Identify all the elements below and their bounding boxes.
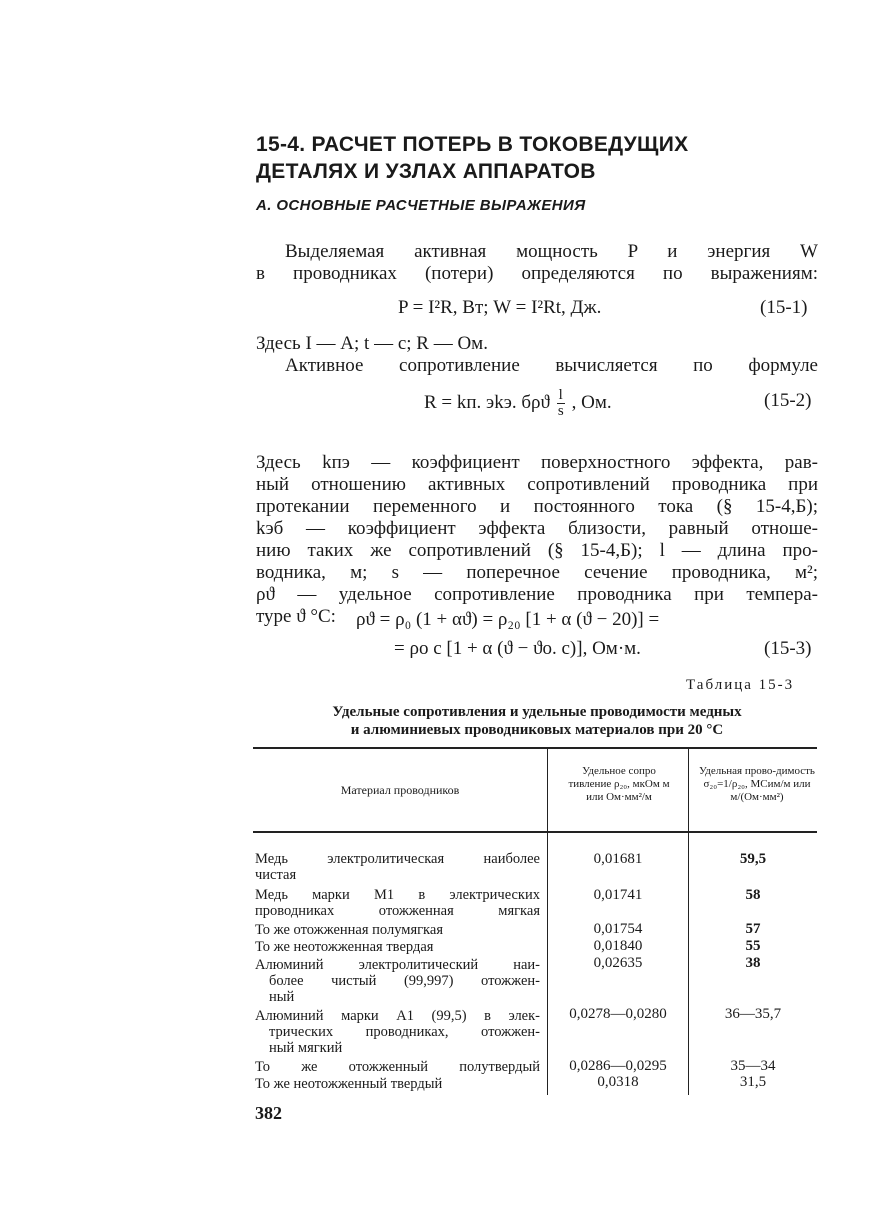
material-line: проводниках отожженная мягкая — [255, 903, 540, 919]
units-line: Здесь I — А; t — с; R — Ом. — [256, 333, 488, 354]
table-top-rule — [253, 747, 817, 749]
table-row — [255, 887, 540, 919]
table-row — [255, 1008, 540, 1056]
table-row — [255, 922, 540, 938]
rho-value: 0,02635 — [593, 955, 643, 971]
material-line: То же отожженный полутвердый — [255, 1059, 540, 1075]
header-conductivity: Удельная прово-димость σ₂₀=1/ρ₂₀, МСим/м или м/(Ом·мм²) — [699, 765, 815, 803]
material-line: То же отожженная полумягкая — [255, 922, 443, 938]
eq2-lhs: R = kп. эkэ. бρϑ — [424, 391, 550, 413]
material-line: Медь марки М1 в электрических — [255, 887, 540, 903]
table-title-line-1: Удельные сопротивления и удельные проводимости медных — [332, 704, 742, 720]
material-line: Алюминий марки А1 (99,5) в элек- — [255, 1008, 540, 1024]
section-heading — [256, 131, 816, 185]
material-line: Медь электролитическая наиболее — [255, 851, 540, 867]
equation-15-3-line1: ρϑ = ρ₀ (1 + αϑ) = ρ₂₀ [1 + α (ϑ − 20)] = — [356, 609, 660, 630]
table-title-line-2: и алюминиевых проводниковых материалов при 20 °С — [350, 722, 724, 738]
table-header-rule — [253, 831, 817, 833]
material-line: более чистый (99,997) отожжен- — [269, 973, 540, 989]
para3-line-2: ный отношению активных сопротивлений проводника при — [256, 474, 818, 495]
para3-line-5: нию таких же сопротивлений (§ 15-4,Б); l — длина про- — [256, 540, 818, 561]
sigma-value: 58 — [745, 887, 761, 903]
sigma-value: 31,5 — [739, 1074, 767, 1090]
rho-value: 0,01741 — [593, 887, 643, 903]
subheading: А. ОСНОВНЫЕ РАСЧЕТНЫЕ ВЫРАЖЕНИЯ — [256, 197, 586, 214]
para3-line-8: туре ϑ °С: — [256, 606, 336, 627]
equation-15-3-line2: = ρо с [1 + α (ϑ − ϑо. с)], Ом·м. — [394, 638, 641, 659]
eq2-unit: , Ом. — [571, 391, 612, 413]
material-line: То же неотожженная твердая — [255, 939, 434, 955]
para3-line-7: ρϑ — удельное сопротивление проводника при темпера- — [256, 584, 818, 605]
equation-15-2 — [424, 388, 612, 419]
material-line: ный — [269, 989, 295, 1005]
equation-number-15-3: (15-3) — [764, 638, 812, 659]
rho-value: 0,01681 — [593, 851, 643, 867]
header-material: Материал проводников — [340, 783, 460, 797]
para1-line2: в проводниках (потери) определяются по выражениям: — [256, 263, 818, 284]
rho-value: 0,0278—0,0280 — [569, 1006, 667, 1022]
eq2-numerator: l — [558, 387, 563, 403]
rho-value: 0,0318 — [597, 1074, 639, 1090]
sigma-value: 59,5 — [739, 851, 767, 867]
material-line: трических проводниках, отожжен- — [269, 1024, 540, 1040]
para3-line-6: водника, м; s — поперечное сечение проводника, м²; — [256, 562, 818, 583]
para3-line-1: Здесь kпэ — коэффициент поверхностного эффекта, рав- — [256, 452, 818, 473]
equation-number-15-2: (15-2) — [764, 390, 812, 411]
equation-15-1: P = I²R, Вт; W = I²Rt, Дж. — [398, 297, 602, 318]
para2: Активное сопротивление вычисляется по формуле — [285, 355, 818, 376]
eq2-denominator: s — [557, 403, 564, 419]
rho-value: 0,0286—0,0295 — [569, 1058, 667, 1074]
table-row — [255, 1076, 540, 1092]
sigma-value: 35—34 — [730, 1058, 776, 1074]
page-number: 382 — [255, 1103, 282, 1123]
para1-line1: Выделяемая активная мощность P и энергия W — [285, 241, 818, 262]
table-row — [255, 851, 540, 883]
para3 — [256, 452, 818, 628]
material-line: чистая — [255, 867, 297, 883]
para3-line-3: протекании переменного и постоянного тока (§ 15-4,Б); — [256, 496, 818, 517]
sigma-value: 57 — [745, 921, 761, 937]
eq2-fraction — [557, 388, 565, 419]
material-line: То же неотожженный твердый — [255, 1076, 443, 1092]
table-caption: Таблица 15-3 — [686, 677, 795, 693]
table-row — [255, 939, 540, 955]
sigma-value: 38 — [745, 955, 761, 971]
rho-value: 0,01754 — [593, 921, 643, 937]
rho-value: 0,01840 — [593, 938, 643, 954]
heading-line-1: 15-4. РАСЧЕТ ПОТЕРЬ В ТОКОВЕДУЩИХ — [256, 133, 689, 156]
sigma-value: 55 — [745, 938, 761, 954]
heading-line-2: ДЕТАЛЯХ И УЗЛАХ АППАРАТОВ — [256, 160, 596, 183]
para3-line-4: kэб — коэффициент эффекта близости, равный отноше- — [256, 518, 818, 539]
header-resistivity: Удельное сопро тивление ρ₂₀, мкОм м или Ом·мм²/м — [568, 765, 670, 803]
sigma-value: 36—35,7 — [724, 1006, 782, 1022]
equation-number-15-1: (15-1) — [760, 297, 808, 318]
table-row — [255, 957, 540, 1005]
table-title — [257, 703, 817, 739]
material-line: Алюминий электролитический наи- — [255, 957, 540, 973]
material-line: ный мягкий — [269, 1040, 343, 1056]
table-row — [255, 1059, 540, 1075]
